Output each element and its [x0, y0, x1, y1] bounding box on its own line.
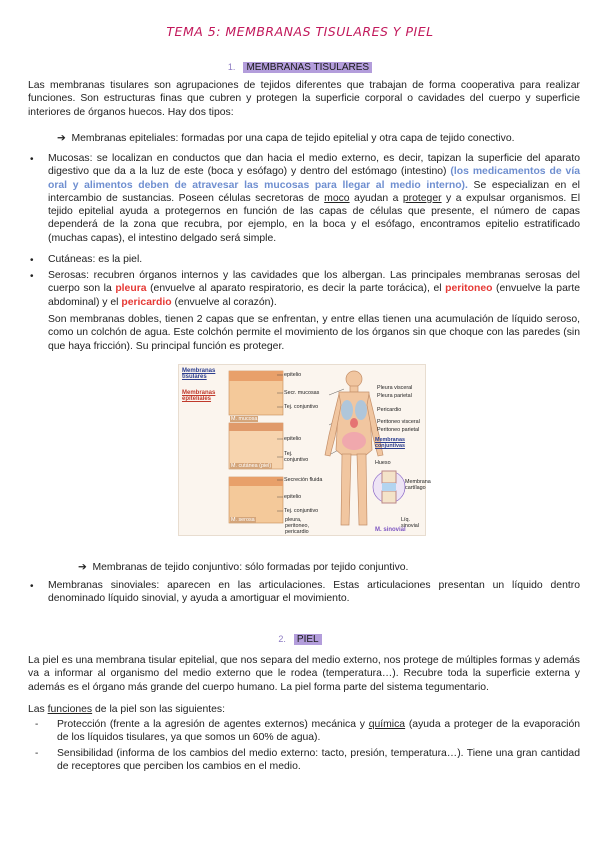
membranes-figure — [178, 364, 431, 536]
abdomen-icon — [342, 432, 366, 450]
text: Se especializan en el intercambio de sustancias. Poseen células secretoras de — [48, 179, 580, 204]
section-title: PIEL — [294, 634, 322, 645]
figure-label: epitelio — [284, 372, 302, 378]
serosas-paragraph-2: Son membranas dobles, tienen 2 capas que se enfrentan, y entre ellas tienen una acumulación de líquido seroso, como un colchón de agua. Este colchón permite el movimiento de los órganos sin que choque con las paredes (sin que haya fricción). Su principal función es proteger. — [48, 314, 580, 352]
figure-label: Membranas conjuntivas — [375, 437, 405, 449]
dash-icon: - — [35, 719, 39, 730]
arrow-text: Membranas de tejido conjuntivo: sólo formadas por tejido conjuntivo. — [92, 562, 409, 573]
text: Las — [28, 704, 48, 715]
text: de la piel son las siguientes: — [92, 704, 225, 715]
figure-label: Pleura visceral — [377, 385, 413, 391]
figure-label: Membranas epiteliales — [182, 390, 216, 402]
cutanea-epithelium — [229, 423, 283, 431]
red-term: peritoneo — [445, 283, 493, 295]
arrow-text: Membranas epiteliales: formadas por una capa de tejido epitelial y otra capa de tejido conectivo. — [71, 133, 515, 144]
heart-icon — [350, 418, 358, 428]
text: ayudan a — [349, 192, 403, 204]
funcion-item-proteccion — [57, 718, 580, 745]
cutaneas-paragraph: Cutáneas: es la piel. — [48, 254, 143, 265]
underlined-text: química — [368, 719, 406, 730]
section-number: 2. — [278, 634, 286, 644]
mucosa-epithelium — [229, 371, 283, 381]
sinoviales-paragraph: Membranas sinoviales: aparecen en las articulaciones. Estas articulaciones presentan un líquido dentro denominado líquido sinovial, y ayuda a amortiguar el movimiento. — [48, 580, 580, 605]
lung-right-icon — [355, 400, 367, 420]
text: (envuelve la parte abdominal) y el — [48, 283, 580, 308]
text: Mucosas: se localizan en conductos que dan hacia el medio externo, es decir, tapizan la superficie del aparato digestivo que da a la luz de este (boca y esófago) y dentro del estómago (intestino) — [48, 153, 580, 178]
serosas-paragraph — [48, 269, 580, 309]
bullet-icon: • — [30, 581, 34, 592]
joint-icon — [373, 471, 405, 503]
figure-label: pleura, peritoneo, pericardio — [285, 517, 309, 535]
figure-label: Pleura parietal — [377, 393, 412, 399]
section-heading-1 — [0, 62, 600, 73]
figure-label: M. sinovial — [375, 527, 406, 533]
figure-label: epitelio — [284, 494, 302, 500]
figure-label: Pericardio — [377, 407, 402, 413]
funciones-intro — [28, 703, 580, 716]
figure-label: Líq. sinovial — [401, 517, 419, 529]
underlined-text: funciones — [47, 704, 93, 715]
bullet-icon: • — [30, 271, 34, 282]
figure-label: Secreción fluida — [284, 477, 323, 483]
arrow-item-epiteliales — [57, 132, 515, 145]
text: Serosas: recubren órganos internos y las cavidades que los albergan. Las principales membranas serosas del cuerpo son la — [48, 270, 580, 295]
serosa-epithelium — [229, 477, 283, 486]
dash-icon: - — [35, 748, 39, 759]
intro-paragraph: Las membranas tisulares son agrupaciones de tejidos diferentes que trabajan de forma cooperativa para realizar funciones. Son estructuras finas que cubren y protegen la superficie corporal o cavidades del cuerpo y superficie interiores de órganos huecos. Hay dos tipos: — [28, 80, 580, 118]
figure-label: Hueso — [375, 460, 391, 466]
red-term: pericardio — [121, 296, 172, 308]
section-title: MEMBRANAS TISULARES — [243, 62, 372, 73]
mucosas-paragraph — [48, 152, 580, 245]
underlined-text: moco — [324, 192, 350, 204]
section-heading-2 — [0, 634, 600, 645]
text: y a expulsar organismos. El tejido epitelial ayuda a protegernos en función de las capas de células que presente, el número de capas dependerá de la zona que recubra, por ejemplo, en la boca y el esófago, encontramos epitelio estratificado (muchas capas), el intestino delgado será simple. — [48, 192, 580, 244]
figure-label: Tej. conjuntivo — [284, 508, 319, 514]
text: (envuelve al corazón). — [171, 296, 277, 308]
funcion-item-sensibilidad: Sensibilidad (informa de los cambios del medio externo: tacto, presión, temperatura…). Tiene una gran cantidad de receptores que perciben los cambios en el medio. — [57, 748, 580, 773]
figure-label: M. cutánea (piel) — [231, 463, 272, 469]
arrow-icon: ➔ — [57, 133, 66, 144]
highlight-text: (los medicamentos de vía oral y alimentos deben de atravesar las mucosas para llegar al medio interno). — [48, 166, 580, 191]
figure-label: Tej. conjuntivo — [284, 451, 309, 463]
figure-label: Membranas tisulares — [182, 368, 216, 380]
bullet-icon: • — [30, 154, 34, 165]
text: (envuelve al aparato respiratorio, es decir la parte torácica), el — [146, 283, 446, 295]
red-term: pleura — [115, 283, 147, 295]
figure-label: M. mucosa — [231, 416, 258, 422]
section-number: 1. — [227, 62, 236, 72]
lung-left-icon — [341, 400, 353, 420]
document-title: TEMA 5: MEMBRANAS TISULARES Y PIEL — [166, 24, 434, 39]
arrow-icon: ➔ — [78, 562, 87, 573]
figure-label: M. serosa — [231, 517, 255, 523]
text: (ayuda a proteger de la evaporación de los líquidos tisulares, ya que somos un 60% de agua). — [57, 719, 581, 744]
bullet-icon: • — [30, 255, 34, 266]
figure-label: Tej. conjuntivo — [284, 404, 319, 410]
figure-label: Membrana cartílago — [405, 479, 431, 491]
figure-label: epitelio — [284, 436, 302, 442]
underlined-text: proteger — [402, 192, 442, 204]
arrow-item-conjuntivo — [78, 561, 408, 574]
figure-label: Secr. mucosas — [284, 390, 320, 396]
figure-label: Peritoneo parietal — [377, 427, 420, 433]
text: Protección (frente a la agresión de agentes externos) mecánica y — [57, 719, 369, 730]
figure-label: Peritoneo visceral — [377, 419, 420, 425]
piel-paragraph: La piel es una membrana tisular epitelial, que nos separa del medio externo, nos protege de múltiples formas y además va a informar al organismo del medio externo que le rodea (temperatura…). Recubre toda la superficie externa y además es el órgano más grande del cuerpo humano. La piel forma parte del sistema tegumentario. — [28, 655, 580, 693]
